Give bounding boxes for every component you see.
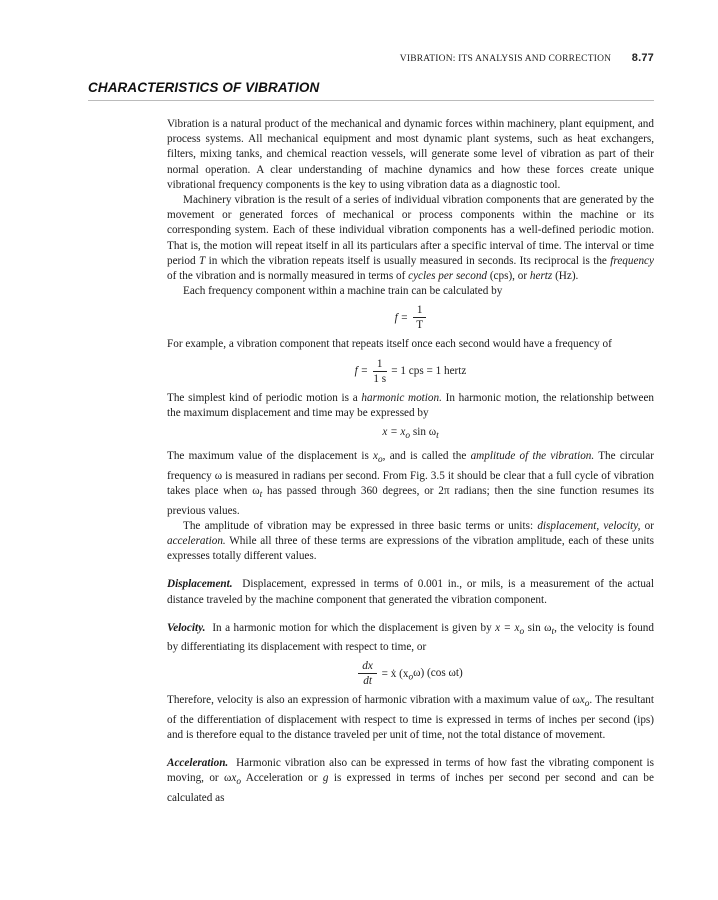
paragraph-velocity-max: Therefore, velocity is also an expression of harmonic vibration with a maximum value of $\omega x_o$. The resultant of the differentiation of displacement with respect to time is expressed in terms of inches per second (ips) and is therefore equal to the distance traveled per unit of time, not the total distance of movement. [167,694,654,742]
heading-acceleration: Acceleration. [167,757,229,770]
paragraph-acceleration: Acceleration. Harmonic vibration also can be expressed in terms of how fast the vibrating component is moving, or $\omega x_o$ Acceleration or g is expressed in terms of inches per second per second and can be calculated as [167,757,655,804]
running-header [88,52,654,64]
equation-velocity: $\frac{dx}{dt}$ = ẋ $(x_o\omega)$ (cos ωt) [167,659,654,688]
running-title: VIBRATION: ITS ANALYSIS AND CORRECTION [399,54,612,64]
paragraph-displacement: Displacement. Displacement, expressed in terms of 0.001 in., or mils, is a measurement of the actual distance traveled by the machine component that generated the vibration component. [167,578,654,606]
equation-example: f = $\frac{1}{1 s}$ = 1 cps = 1 hertz [354,357,467,385]
page-number: 8.77 [631,52,654,64]
heading-displacement: Displacement. [167,578,233,591]
paragraph-example: For example, a vibration component that repeats itself once each second would have a frequency of [167,338,612,351]
paragraph-velocity: Velocity. In a harmonic motion for which the displacement is given by $x = x_o$ $\sin \omega_t$, the velocity is found by differentiating its displacement with respect to time, or [167,621,654,654]
equation-frequency: f = $\frac{1}{T}$ [167,303,654,332]
body-text [167,117,654,806]
paragraph-units: The amplitude of vibration may be expressed in three basic terms or units: displacement, velocity, or acceleration. While all three of these terms are expressions of the vibration amplitude, each of these units expresses totally different values. [167,519,654,563]
section-rule [88,100,654,101]
section-title: CHARACTERISTICS OF VIBRATION [88,80,320,95]
heading-velocity: Velocity. [167,621,206,634]
paragraph-amplitude: The maximum value of the displacement is $x_o$, and is called the amplitude of the vibration. The circular frequency ω is measured in radians per second. From Fig. 3.5 it should be clear that a full cycle of vibration takes place when $\omega_t$ has passed through 360 degrees, or 2π radians; then the sine function resumes its previous values. [167,450,654,517]
paragraph-machinery-vibration: Machinery vibration is the result of a series of individual vibration components that are generated by the movement or generated forces of mechanical or process components within the machine or its corresponding system. Each of these individual vibration components has a well-defined periodic motion. That is, the motion will repeat itself in all its particulars after a specific interval of time. The interval or time period T in which the vibration repeats itself is usually measured in seconds. Its reciprocal is the frequency of the vibration and is normally measured in terms of cycles per second (cps), or hertz (Hz). [167,194,654,283]
paragraph-intro: Vibration is a natural product of the mechanical and dynamic forces within machinery, plant equipment, and process systems. All mechanical equipment and most dynamic plant systems, such as heat exchangers, filters, mixing tanks, and chemical reaction vessels, will generate some level of vibration as part of their normal operation. A clear understanding of machine dynamics and how these forces create unique vibrational frequency components is the key to using vibration data as a diagnostic tool. [167,118,654,191]
paragraph-frequency-intro: Each frequency component within a machine train can be calculated by [183,285,503,298]
paragraph-harmonic: The simplest kind of periodic motion is a harmonic motion. In harmonic motion, the relationship between the maximum displacement and time may be expressed by [167,391,654,419]
equation-displacement: $x = x_o$ $\sin \omega_t$ [382,426,439,442]
